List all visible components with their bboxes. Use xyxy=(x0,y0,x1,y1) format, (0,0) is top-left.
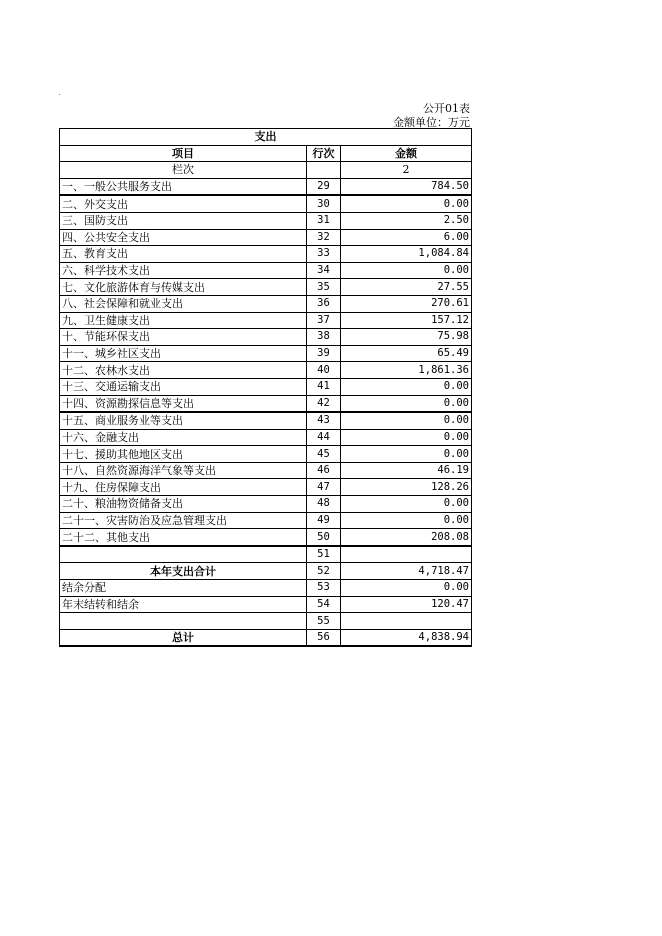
total-row xyxy=(60,580,472,597)
table-row xyxy=(60,329,472,346)
row-amount: 0.00 xyxy=(341,446,472,463)
row-line-number: 37 xyxy=(307,312,341,329)
unit-label: 金额单位：万元 xyxy=(393,116,470,129)
row-item: 二十、粮油物资储备支出 xyxy=(60,496,307,513)
row-item: 二、外交支出 xyxy=(60,195,307,212)
row-amount: 75.98 xyxy=(341,329,472,346)
row-line-number: 40 xyxy=(307,362,341,379)
row-item: 十、节能环保支出 xyxy=(60,329,307,346)
row-line-number: 54 xyxy=(307,596,341,613)
col-line-header: 行次 xyxy=(307,145,341,162)
row-amount xyxy=(341,613,472,630)
corner-mark: . xyxy=(58,88,61,97)
row-item: 二十二、其他支出 xyxy=(60,529,307,546)
row-amount: 2.50 xyxy=(341,212,472,229)
row-line-number: 32 xyxy=(307,229,341,246)
table-row xyxy=(60,195,472,212)
row-line-number: 34 xyxy=(307,262,341,279)
row-item: 五、教育支出 xyxy=(60,246,307,263)
row-amount: 1,084.84 xyxy=(341,246,472,263)
table-row xyxy=(60,229,472,246)
section-header-row xyxy=(60,129,472,146)
table-row xyxy=(60,529,472,546)
table-row xyxy=(60,496,472,513)
row-amount: 157.12 xyxy=(341,312,472,329)
table-row xyxy=(60,295,472,312)
row-item: 十八、自然资源海洋气象等支出 xyxy=(60,462,307,479)
total-row xyxy=(60,563,472,580)
row-amount: 0.00 xyxy=(341,195,472,212)
row-item: 年末结转和结余 xyxy=(60,596,307,613)
row-item xyxy=(60,613,307,630)
row-line-number: 49 xyxy=(307,512,341,529)
table-row xyxy=(60,178,472,195)
table-row xyxy=(60,212,472,229)
row-item: 七、文化旅游体育与传媒支出 xyxy=(60,279,307,296)
row-item: 十六、金融支出 xyxy=(60,429,307,446)
section-title: 支出 xyxy=(60,129,472,146)
total-row xyxy=(60,596,472,613)
row-amount: 4,718.47 xyxy=(341,563,472,580)
row-line-number: 41 xyxy=(307,378,341,395)
table-row xyxy=(60,546,472,563)
table-row xyxy=(60,312,472,329)
total-row xyxy=(60,613,472,630)
row-amount: 128.26 xyxy=(341,479,472,496)
row-line-number: 45 xyxy=(307,446,341,463)
row-line-number: 38 xyxy=(307,329,341,346)
row-line-number: 47 xyxy=(307,479,341,496)
row-amount: 0.00 xyxy=(341,496,472,513)
row-amount: 0.00 xyxy=(341,412,472,429)
expenditure-table xyxy=(59,128,472,647)
row-amount: 784.50 xyxy=(341,178,472,195)
row-item: 本年支出合计 xyxy=(60,563,307,580)
row-amount: 120.47 xyxy=(341,596,472,613)
col-index-label: 栏次 xyxy=(60,162,307,179)
row-item: 一、一般公共服务支出 xyxy=(60,178,307,195)
table-row xyxy=(60,279,472,296)
row-line-number: 33 xyxy=(307,246,341,263)
row-item: 十五、商业服务业等支出 xyxy=(60,412,307,429)
row-item: 十七、援助其他地区支出 xyxy=(60,446,307,463)
row-amount: 46.19 xyxy=(341,462,472,479)
total-row xyxy=(60,629,472,646)
row-line-number: 30 xyxy=(307,195,341,212)
table-row xyxy=(60,446,472,463)
row-line-number: 36 xyxy=(307,295,341,312)
row-line-number: 42 xyxy=(307,395,341,412)
col-index-line xyxy=(307,162,341,179)
row-item: 十四、资源勘探信息等支出 xyxy=(60,395,307,412)
table-row xyxy=(60,262,472,279)
row-amount: 65.49 xyxy=(341,345,472,362)
row-line-number: 52 xyxy=(307,563,341,580)
row-amount: 270.61 xyxy=(341,295,472,312)
row-item: 十三、交通运输支出 xyxy=(60,378,307,395)
row-amount: 0.00 xyxy=(341,580,472,597)
row-line-number: 31 xyxy=(307,212,341,229)
row-amount: 0.00 xyxy=(341,512,472,529)
row-item: 八、社会保障和就业支出 xyxy=(60,295,307,312)
table-row xyxy=(60,378,472,395)
table-row xyxy=(60,512,472,529)
row-amount: 0.00 xyxy=(341,378,472,395)
row-amount: 0.00 xyxy=(341,395,472,412)
table-row xyxy=(60,429,472,446)
column-header-row xyxy=(60,145,472,162)
row-line-number: 56 xyxy=(307,629,341,646)
row-amount: 0.00 xyxy=(341,429,472,446)
row-item: 三、国防支出 xyxy=(60,212,307,229)
row-line-number: 46 xyxy=(307,462,341,479)
row-line-number: 50 xyxy=(307,529,341,546)
table-row xyxy=(60,246,472,263)
row-item: 十二、农林水支出 xyxy=(60,362,307,379)
table-row xyxy=(60,462,472,479)
table-row xyxy=(60,479,472,496)
row-amount: 27.55 xyxy=(341,279,472,296)
row-item: 四、公共安全支出 xyxy=(60,229,307,246)
row-amount: 208.08 xyxy=(341,529,472,546)
row-line-number: 44 xyxy=(307,429,341,446)
row-line-number: 48 xyxy=(307,496,341,513)
table-row xyxy=(60,362,472,379)
col-amount-header: 金额 xyxy=(341,145,472,162)
row-amount: 1,861.36 xyxy=(341,362,472,379)
row-line-number: 51 xyxy=(307,546,341,563)
row-line-number: 35 xyxy=(307,279,341,296)
row-line-number: 43 xyxy=(307,412,341,429)
column-index-row xyxy=(60,162,472,179)
row-item: 十九、住房保障支出 xyxy=(60,479,307,496)
table-row xyxy=(60,412,472,429)
row-amount: 6.00 xyxy=(341,229,472,246)
row-item: 总计 xyxy=(60,629,307,646)
row-item xyxy=(60,546,307,563)
row-line-number: 53 xyxy=(307,580,341,597)
row-item: 二十一、灾害防治及应急管理支出 xyxy=(60,512,307,529)
col-item-header: 项目 xyxy=(60,145,307,162)
col-index-amount: 2 xyxy=(341,162,472,179)
row-amount xyxy=(341,546,472,563)
row-item: 九、卫生健康支出 xyxy=(60,312,307,329)
table-row xyxy=(60,345,472,362)
row-item: 六、科学技术支出 xyxy=(60,262,307,279)
row-amount: 4,838.94 xyxy=(341,629,472,646)
row-line-number: 55 xyxy=(307,613,341,630)
row-line-number: 29 xyxy=(307,178,341,195)
row-item: 结余分配 xyxy=(60,580,307,597)
row-amount: 0.00 xyxy=(341,262,472,279)
form-code: 公开01表 xyxy=(423,102,470,115)
row-line-number: 39 xyxy=(307,345,341,362)
row-item: 十一、城乡社区支出 xyxy=(60,345,307,362)
table-row xyxy=(60,395,472,412)
